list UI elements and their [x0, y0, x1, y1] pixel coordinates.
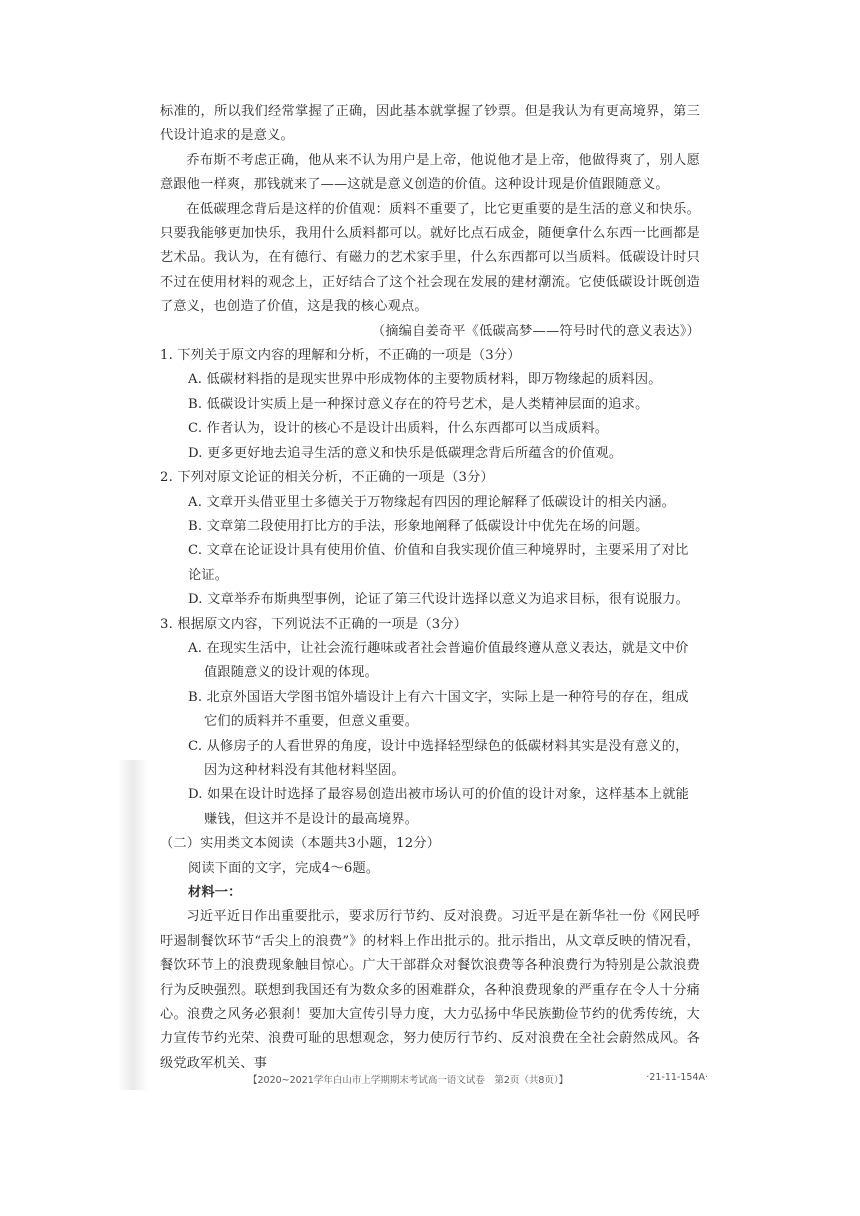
- question-3: [160, 613, 700, 833]
- option-d: D. 文章举乔布斯典型事例，论证了第三代设计选择以意义为追求目标，很有说服力。: [188, 592, 690, 608]
- paragraph-jobs: 乔布斯不考虑正确，他从来不认为用户是上帝，他说他才是上帝，他做得爽了，别人愿意跟他一样爽，那钱就来了——这就是意义创造的价值。这种设计现是价值跟随意义。: [160, 152, 700, 193]
- scan-shadow: [118, 760, 148, 1090]
- question-2: [160, 466, 700, 612]
- question-1: [160, 344, 700, 466]
- section-heading: （二）实用类文本阅读（本题共3小题，12分）: [160, 836, 441, 852]
- question-stem: 3. 根据原文内容，下列说法不正确的一项是（3分）: [160, 616, 468, 632]
- material-text: 习近平近日作出重要批示，要求厉行节约、反对浪费。习近平是在新华社一份《网民呼吁遏制餐饮环节“舌尖上的浪费”》的材料上作出批示的。批示指出，从文章反映的情况看，餐饮环节上的浪费现象触目惊心。广大干部群众对餐饮浪费等各种浪费行为特别是公款浪费行为反映强烈。联想到我国还有为数众多的困难群众，各种浪费现象的严重存在令人十分痛心。浪费之风务必狠刹！要加大宣传引导力度，大力弘扬中华民族勤俭节约的优秀传统，大力宣传节约光荣、浪费可耻的思想观念，努力使厉行节约、反对浪费在全社会蔚然成风。各级党政军机关、事: [160, 909, 700, 1071]
- option-b: B. 北京外国语大学图书馆外墙设计上有六十国文字，实际上是一种符号的存在，组成它们的质料并不重要，但意义重要。: [188, 689, 689, 730]
- paragraph-low-carbon: 在低碳理念背后是这样的价值观：质料不重要了，比它更重要的是生活的意义和快乐。只要我能够更加快乐，我用什么质料都可以。就好比点石成金，随便拿什么东西一比画都是艺术品。我认为，在有德行、有磁力的艺术家手里，什么东西都可以当质料。低碳设计时只不过在使用材料的观念上，正好结合了这个社会现在发展的建材潮流。它使低碳设计既创造了意义，也创造了价值，这是我的核心观点。: [160, 201, 700, 315]
- option-b: B. 低碳设计实质上是一种探讨意义存在的符号艺术，是人类精神层面的追求。: [188, 396, 649, 412]
- question-stem: 2. 下列对原文论证的相关分析，不正确的一项是（3分）: [160, 470, 494, 486]
- document-body: [160, 100, 700, 1076]
- option-a: A. 低碳材料指的是现实世界中形成物体的主要物质材料，即万物缘起的质料因。: [188, 372, 662, 388]
- page-footer: [248, 1072, 708, 1086]
- material-label: 材料一：: [188, 885, 242, 900]
- option-a: A. 文章开头借亚里士多德关于万物缘起有四因的理论解释了低碳设计的相关内涵。: [188, 494, 676, 510]
- option-d: D. 更多更好地去追寻生活的意义和快乐是低碳理念背后所蕴含的价值观。: [188, 445, 623, 461]
- option-b: B. 文章第二段使用打比方的手法，形象地阐释了低碳设计中优先在场的问题。: [188, 518, 649, 534]
- option-c: C. 作者认为，设计的核心不是设计出质料，什么东西都可以当成质料。: [188, 421, 609, 437]
- source-citation: （摘编自姜奇平《低碳高梦——符号时代的意义表达》）: [371, 323, 700, 339]
- option-c: C. 从修房子的人看世界的角度，设计中选择轻型绿色的低碳材料其实是没有意义的，因为这种材料没有其他材料坚固。: [188, 738, 689, 778]
- paragraph-continued: 标准的，所以我们经常掌握了正确，因此基本就掌握了钞票。但是我认为有更高境界，第三代设计追求的是意义。: [160, 104, 700, 144]
- footer-exam-info: 【2020~2021学年白山市上学期期末考试高一语文试卷 第2页（共8页）】: [248, 1075, 569, 1086]
- option-c: C. 文章在论证设计具有使用价值、价值和自我实现价值三种境界时，主要采用了对比论证。: [188, 543, 689, 583]
- question-stem: 1. 下列关于原文内容的理解和分析，不正确的一项是（3分）: [160, 348, 521, 364]
- section-instruction: 阅读下面的文字，完成4～6题。: [188, 860, 380, 876]
- option-a: A. 在现实生活中，让社会流行趣味或者社会普遍价值最终遵从意义表达，就是文中价值跟随意义的设计观的体现。: [188, 640, 689, 681]
- option-d: D. 如果在设计时选择了最容易创造出被市场认可的价值的设计对象，这样基本上就能赚钱，但这并不是设计的最高境界。: [188, 787, 690, 827]
- footer-code: ·21-11-154A·: [646, 1072, 708, 1083]
